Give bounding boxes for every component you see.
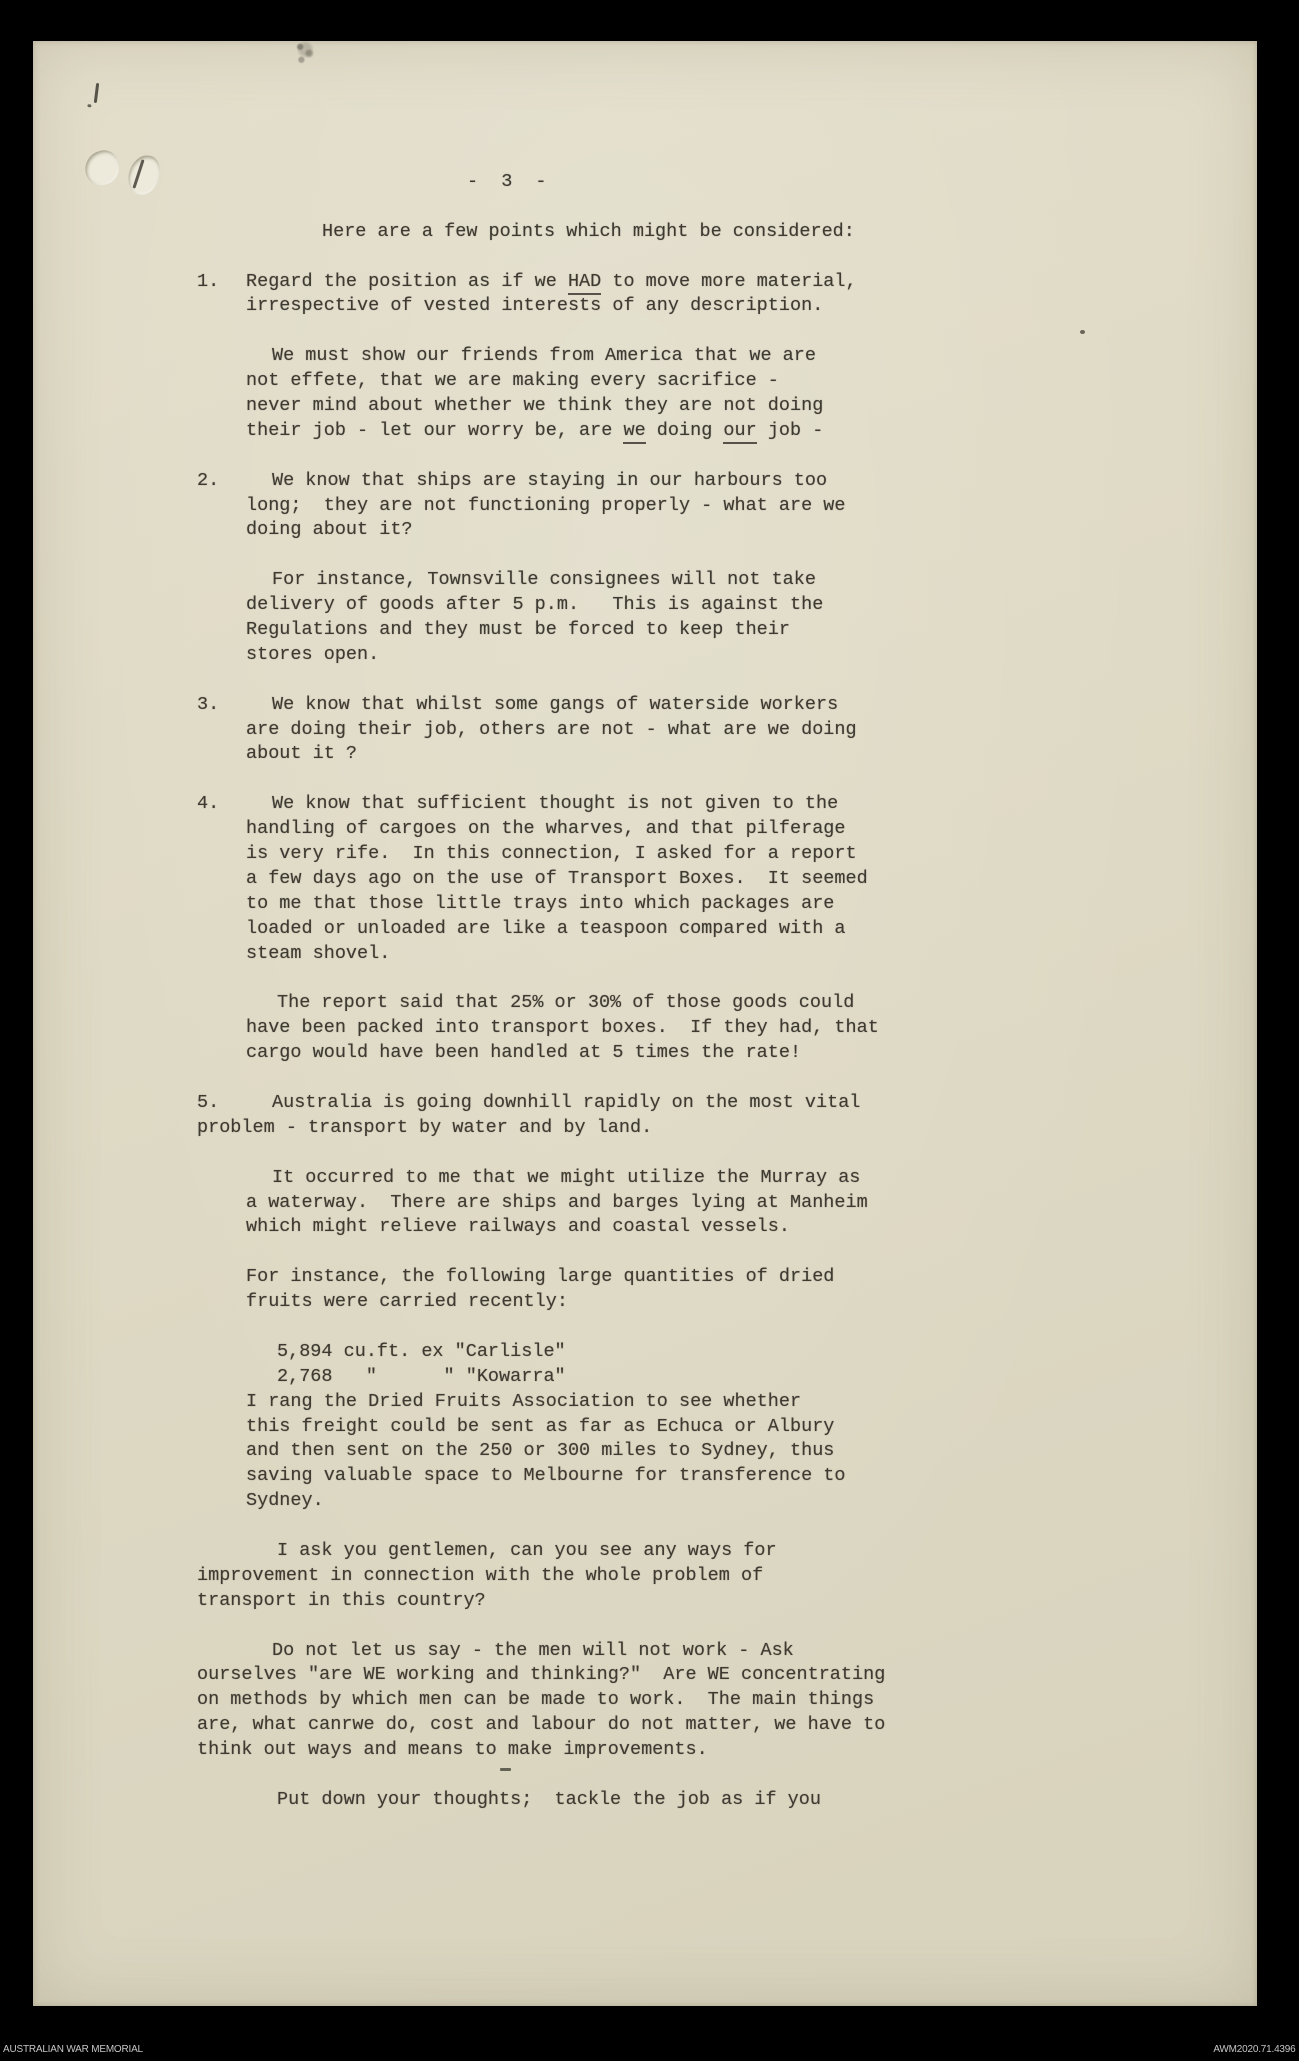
document-page — [33, 41, 1257, 2006]
document-line: never mind about whether we think they are not doing — [246, 395, 824, 417]
item-number: 2. — [197, 469, 220, 491]
blank-line — [197, 1141, 1207, 1166]
document-line: The report said that 25% or 30% of those goods could — [277, 992, 855, 1014]
paper-damage-mark — [81, 147, 123, 189]
underlined-word: HAD — [568, 271, 601, 295]
blank-line — [197, 195, 1207, 220]
document-line: handling of cargoes on the wharves, and that pilferage — [246, 818, 846, 840]
document-line: Do not let us say - the men will not work - Ask — [272, 1639, 794, 1661]
blank-line — [197, 767, 1207, 792]
archive-reference-number: AWM2020.71.4396 — [1213, 2043, 1296, 2055]
item-number: 1. — [197, 270, 220, 292]
document-line: fruits were carried recently: — [246, 1291, 568, 1313]
document-line: not effete, that we are making every sacrifice - — [246, 370, 779, 392]
blank-line — [197, 319, 1207, 344]
document-line: 2. We know that ships are staying in our harbours too — [197, 469, 1207, 494]
document-line: Put down your thoughts; tackle the job as if you — [277, 1788, 821, 1810]
document-line: 4. We know that sufficient thought is not given to the — [197, 792, 1207, 817]
document-line: which might relieve railways and coastal vessels. — [246, 1216, 790, 1238]
document-line: stores open. — [246, 643, 380, 665]
document-line: are doing their job, others are not - what are we doing — [246, 718, 857, 740]
blank-line — [197, 444, 1207, 469]
document-line: have been packed into transport boxes. If they had, that — [246, 1017, 879, 1039]
blank-line — [197, 1514, 1207, 1539]
document-line: on methods by which men can be made to work. The main things — [197, 1689, 875, 1711]
document-line: is very rife. In this connection, I asked for a report — [246, 843, 857, 865]
typed-lines — [197, 170, 1207, 1813]
document-line: saving valuable space to Melbourne for transference to — [246, 1465, 846, 1487]
ink-smudge-mark — [291, 39, 317, 65]
document-line: It occurred to me that we might utilize the Murray as — [272, 1166, 861, 1188]
document-line: their job - let our worry be, are we doing our job - — [197, 419, 1207, 444]
underlined-word: we — [623, 420, 645, 444]
document-line: transport in this country? — [197, 1589, 486, 1611]
blank-line — [197, 245, 1207, 270]
blank-line — [197, 668, 1207, 693]
document-line: are, what canrwe do, cost and labour do not matter, we have to — [197, 1714, 886, 1736]
document-line: cargo would have been handled at 5 times the rate! — [246, 1042, 802, 1064]
archive-institution-label: AUSTRALIAN WAR MEMORIAL — [3, 2043, 143, 2055]
paper-damage-mark — [125, 152, 163, 197]
item-number: 4. — [197, 793, 220, 815]
document-line: about it ? — [246, 743, 358, 765]
document-line: improvement in connection with the whole problem of — [197, 1564, 764, 1586]
document-line: delivery of goods after 5 p.m. This is against the — [246, 594, 824, 616]
item-number: 5. — [197, 1091, 220, 1113]
document-line: problem - transport by water and by land. — [197, 1116, 653, 1138]
archive-footer-bar — [0, 2006, 1299, 2061]
document-line: 2,768 " " "Kowarra" — [277, 1365, 566, 1387]
blank-line — [197, 543, 1207, 568]
document-line: Here are a few points which might be considered: — [322, 220, 855, 242]
document-line: 3. We know that whilst some gangs of waterside workers — [197, 693, 1207, 718]
document-line: For instance, the following large quantities of dried — [246, 1266, 835, 1288]
document-line: 5. Australia is going downhill rapidly on the most vital — [197, 1091, 1207, 1116]
blank-line — [197, 1315, 1207, 1340]
document-line: doing about it? — [246, 519, 413, 541]
blank-line — [197, 1066, 1207, 1091]
document-line: loaded or unloaded are like a teaspoon compared with a — [246, 917, 846, 939]
document-line: For instance, Townsville consignees will not take — [272, 569, 816, 591]
document-line: I ask you gentlemen, can you see any ways for — [277, 1539, 777, 1561]
document-line: Sydney. — [246, 1490, 324, 1512]
document-line: this freight could be sent as far as Echuca or Albury — [246, 1415, 835, 1437]
document-line: and then sent on the 250 or 300 miles to Sydney, thus — [246, 1440, 835, 1462]
document-line: think out ways and means to make improvements. — [197, 1739, 708, 1761]
document-line: a waterway. There are ships and barges lying at Manheim — [246, 1191, 868, 1213]
document-line: a few days ago on the use of Transport Boxes. It seemed — [246, 867, 868, 889]
document-line: steam shovel. — [246, 942, 391, 964]
document-line: I rang the Dried Fruits Association to see whether — [246, 1390, 802, 1412]
document-line: 1. Regard the position as if we HAD to move more material, — [197, 270, 1207, 295]
blank-line — [197, 1614, 1207, 1639]
blank-line — [197, 1240, 1207, 1265]
page-number: - 3 - — [467, 171, 553, 192]
item-number: 3. — [197, 693, 220, 715]
underlined-word: our — [723, 420, 756, 444]
document-line: Regulations and they must be forced to keep their — [246, 619, 790, 641]
document-line: ourselves "are WE working and thinking?" Are WE concentrating — [197, 1664, 886, 1686]
blank-line — [197, 1763, 1207, 1788]
document-line: long; they are not functioning properly - what are we — [246, 494, 846, 516]
document-line: to me that those little trays into which packages are — [246, 892, 835, 914]
ink-stroke-mark — [94, 83, 99, 103]
document-line: irrespective of vested interests of any description. — [246, 295, 824, 317]
document-line: 5,894 cu.ft. ex "Carlisle" — [277, 1340, 566, 1362]
document-line: We must show our friends from America that we are — [272, 345, 816, 367]
blank-line — [197, 967, 1207, 992]
